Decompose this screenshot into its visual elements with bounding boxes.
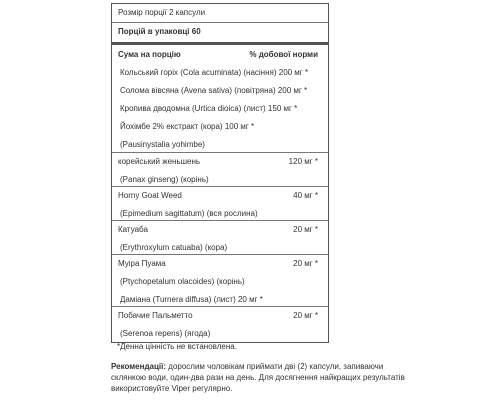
- recommendation-text: [111, 361, 411, 394]
- serving-size: Розмір порції 2 капсули: [118, 8, 206, 17]
- blend-line: Кропива дводомна (Urtica dioica) (лист) 150 мг *: [120, 104, 298, 113]
- ingredient-name: Катуаба: [118, 225, 148, 234]
- list-item: [112, 82, 328, 100]
- ingredient-amount: 20 мг *: [293, 225, 318, 234]
- ingredient-amount: 120 мг *: [288, 157, 318, 166]
- ingredient-detail: (Erythroxylum catuaba) (кора): [120, 243, 228, 252]
- list-item: [112, 64, 328, 82]
- recommendation-label: Рекомендації:: [111, 362, 167, 371]
- footnote: *Денна цінність не встановлена.: [117, 342, 237, 351]
- ingredient-name: Муіра Пуама: [118, 259, 166, 268]
- table-row: [112, 255, 328, 273]
- servings-row: [112, 23, 328, 41]
- ingredient-name: Horny Goat Weed: [118, 191, 182, 200]
- ingredient-amount: 20 мг *: [293, 259, 318, 268]
- list-item: [112, 118, 328, 136]
- ingredient-amount: 40 мг *: [293, 191, 318, 200]
- blend-line: (Pausinystalia yohimbe): [120, 140, 205, 149]
- ingredient-detail: (Panax ginseng) (корінь): [120, 175, 209, 184]
- list-item: [112, 100, 328, 118]
- serving-size-row: [112, 4, 328, 22]
- table-row: [112, 221, 328, 239]
- daily-value-header: % добової норми: [249, 50, 318, 59]
- table-row: [112, 187, 328, 205]
- table-row: [112, 273, 328, 291]
- table-header: [112, 46, 328, 64]
- blend-line: Солома вівсяна (Avena sativa) (повітряна) 200 мг *: [120, 86, 308, 95]
- table-row: [112, 307, 328, 325]
- blend-line: Кольський горіх (Cola acuminata) (насіння) 200 мг *: [120, 68, 309, 77]
- ingredient-detail: (Serenoa repens) (ягода): [120, 329, 211, 338]
- ingredient-detail: (Ptychopetalum olacoides) (корінь): [120, 277, 245, 286]
- table-row: [112, 153, 328, 171]
- servings-per-container: Порцій в упаковці 60: [118, 27, 201, 36]
- table-row: [112, 325, 328, 343]
- ingredient-detail: Даміана (Turnera diffusa) (лист) 20 мг *: [120, 295, 263, 304]
- recommendation-body: дорослим чоловікам приймати дві (2) капсули, запиваючи склянкою води, один-два рази на день. Для досягнення найкращих результатів використовуйте Viper регулярно.: [111, 362, 405, 393]
- blend-line: Йохімбе 2% екстракт (кора) 100 мг *: [120, 122, 255, 131]
- ingredient-amount: 20 мг *: [293, 311, 318, 320]
- supplement-facts-panel: [111, 3, 329, 343]
- thick-divider: [112, 42, 328, 45]
- amount-per-serving-header: Сума на порцію: [118, 50, 181, 59]
- ingredient-name: Побачие Пальметто: [118, 311, 193, 320]
- ingredient-detail: (Epimedium sagittatum) (вся рослина): [120, 209, 258, 218]
- ingredient-name: корейський женьшень: [118, 157, 201, 166]
